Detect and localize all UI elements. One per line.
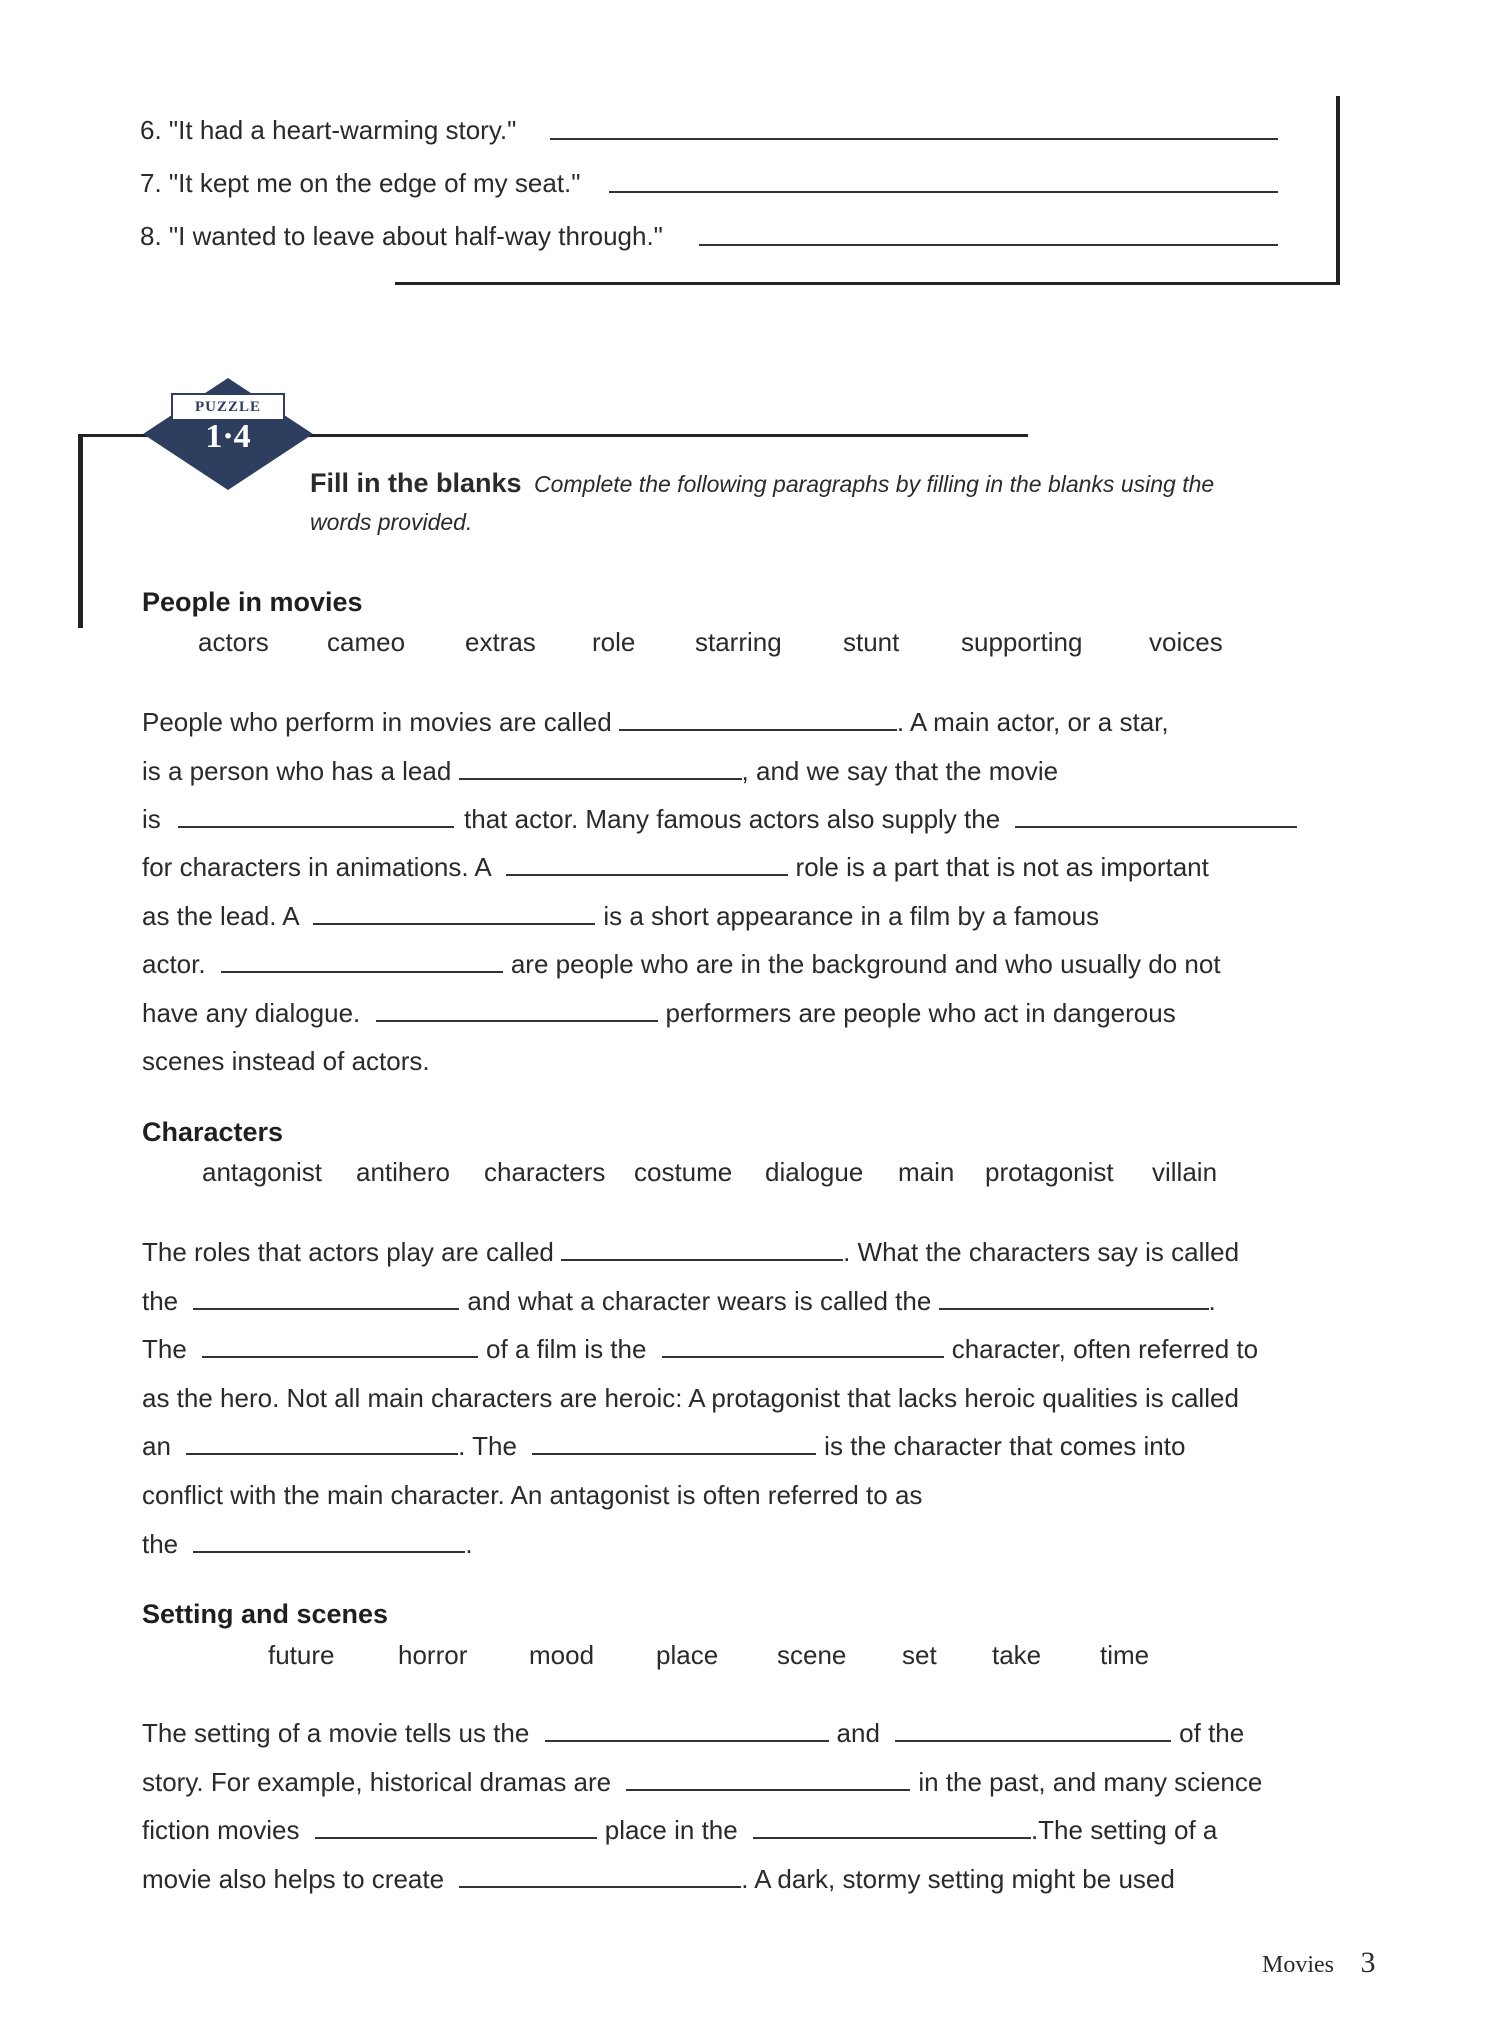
word-bank-item: antagonist (202, 1157, 322, 1187)
word-bank-item: main (898, 1157, 955, 1187)
paragraph-line: actor. are people who are in the background and who usually do not (142, 949, 1221, 979)
fill-blank[interactable] (459, 758, 742, 780)
fill-blank[interactable] (662, 1336, 944, 1358)
word-bank-item: characters (484, 1157, 606, 1187)
paragraph-line: the and what a character wears is called the . (142, 1286, 1216, 1316)
fill-blank[interactable] (221, 951, 503, 973)
top-frame-bottom-rule (395, 282, 1340, 285)
paragraph-line: as the hero. Not all main characters are heroic: A protagonist that lacks heroic qualities is called (142, 1383, 1239, 1413)
paragraph-line: is that actor. Many famous actors also supply the (142, 803, 1297, 835)
fill-blank[interactable] (193, 1531, 465, 1553)
puzzle-label: PUZZLE (171, 393, 285, 421)
word-bank-item: antihero (356, 1157, 450, 1187)
answer-blank-6[interactable] (550, 138, 1278, 140)
word-bank-item: starring (695, 627, 782, 657)
word-bank-item: protagonist (985, 1157, 1114, 1187)
top-frame-right-rule (1336, 96, 1340, 285)
paragraph-line: scenes instead of actors. (142, 1046, 430, 1076)
section-heading-setting: Setting and scenes (142, 1599, 389, 1629)
paragraph-line: The roles that actors play are called . What the characters say is called (142, 1237, 1240, 1267)
instructions (310, 466, 1310, 543)
paragraph-line: an . The is the character that comes into (142, 1431, 1186, 1461)
word-bank-item: mood (529, 1640, 595, 1670)
instructions-title: Fill in the blanks (310, 468, 522, 498)
word-bank-item: role (592, 627, 636, 657)
fill-blank[interactable] (315, 1817, 597, 1839)
fill-blank[interactable] (193, 1288, 459, 1310)
word-bank-item: supporting (961, 627, 1083, 657)
fill-blank[interactable] (753, 1817, 1031, 1839)
fill-blank[interactable] (186, 1433, 458, 1455)
fill-blank[interactable] (376, 1000, 658, 1022)
paragraph-line: The of a film is the character, often referred to (142, 1334, 1259, 1364)
word-bank-item: place (656, 1640, 719, 1670)
fill-blank[interactable] (561, 1239, 843, 1261)
word-bank-item: costume (634, 1157, 733, 1187)
paragraph-line: fiction movies place in the .The setting of a (142, 1815, 1218, 1845)
paragraph-line: story. For example, historical dramas are in the past, and many science (142, 1767, 1263, 1797)
word-bank-item: actors (198, 627, 269, 657)
word-bank-item: take (992, 1640, 1042, 1670)
paragraph-line: is a person who has a lead , and we say that the movie (142, 756, 1059, 786)
paragraph-line: conflict with the main character. An antagonist is often referred to as (142, 1480, 923, 1510)
paragraph-line: for characters in animations. A role is a part that is not as important (142, 852, 1209, 882)
word-bank-item: dialogue (765, 1157, 864, 1187)
item-6: 6. "It had a heart-warming story." (140, 115, 517, 145)
fill-blank[interactable] (1015, 806, 1297, 828)
item-7: 7. "It kept me on the edge of my seat." (140, 168, 581, 198)
answer-blank-7[interactable] (609, 191, 1278, 193)
item-8: 8. "I wanted to leave about half-way through." (140, 221, 663, 251)
puzzle-number: 1·4 (205, 418, 251, 455)
puzzle-badge (143, 378, 313, 493)
paragraph-line: The setting of a movie tells us the and of the (142, 1718, 1245, 1748)
section-heading-characters: Characters (142, 1117, 284, 1147)
fill-blank[interactable] (895, 1720, 1171, 1742)
puzzle-frame-left-rule (78, 434, 83, 628)
word-bank-item: stunt (843, 627, 900, 657)
word-bank-item: time (1100, 1640, 1150, 1670)
fill-blank[interactable] (459, 1866, 741, 1888)
fill-blank[interactable] (178, 806, 454, 828)
word-bank-item: horror (398, 1640, 468, 1670)
paragraph-line: People who perform in movies are called . A main actor, or a star, (142, 707, 1169, 737)
fill-blank[interactable] (202, 1336, 478, 1358)
word-bank-item: villain (1152, 1157, 1218, 1187)
word-bank-item: future (268, 1640, 335, 1670)
fill-blank[interactable] (313, 903, 595, 925)
word-bank-item: cameo (327, 627, 406, 657)
word-bank-item: scene (777, 1640, 847, 1670)
page-footer (1262, 1946, 1375, 1980)
footer-label: Movies (1262, 1952, 1334, 1978)
word-bank-item: voices (1149, 627, 1223, 657)
paragraph-line: movie also helps to create . A dark, stormy setting might be used (142, 1864, 1175, 1894)
fill-blank[interactable] (506, 854, 788, 876)
fill-blank[interactable] (545, 1720, 829, 1742)
fill-blank[interactable] (939, 1288, 1209, 1310)
instructions-text: Complete the following paragraphs by filling in the blanks using the (533, 471, 1215, 497)
answer-blank-8[interactable] (699, 244, 1278, 246)
paragraph-line: as the lead. A is a short appearance in a film by a famous (142, 901, 1100, 931)
section-heading-people: People in movies (142, 587, 363, 617)
fill-blank[interactable] (619, 709, 897, 731)
fill-blank[interactable] (532, 1433, 816, 1455)
word-bank-item: set (902, 1640, 937, 1670)
word-bank-item: extras (465, 627, 536, 657)
page-number: 3 (1360, 1946, 1376, 1979)
instructions-text-cont: words provided. (310, 509, 473, 535)
fill-blank[interactable] (626, 1769, 910, 1791)
paragraph-line: the . (142, 1529, 473, 1559)
paragraph-line: have any dialogue. performers are people who act in dangerous (142, 998, 1176, 1028)
